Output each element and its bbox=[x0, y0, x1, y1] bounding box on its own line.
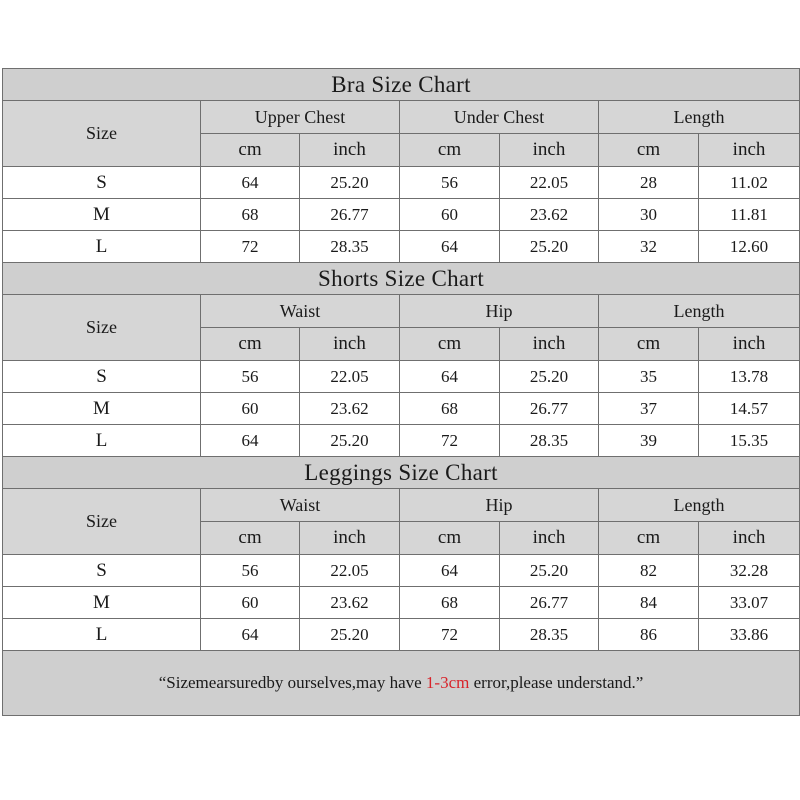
chart-title: Bra Size Chart bbox=[3, 69, 800, 101]
measurement-cell: 23.62 bbox=[300, 587, 400, 619]
size-cell: M bbox=[3, 393, 201, 425]
size-cell: L bbox=[3, 231, 201, 263]
measurement-cell: 25.20 bbox=[500, 361, 599, 393]
measurement-cell: 26.77 bbox=[500, 587, 599, 619]
table-row bbox=[3, 587, 800, 619]
measurement-cell: 68 bbox=[201, 199, 300, 231]
chart-title-row bbox=[3, 69, 800, 101]
size-column-header: Size bbox=[3, 101, 201, 167]
measurement-cell: 13.78 bbox=[699, 361, 800, 393]
measurement-cell: 32 bbox=[599, 231, 699, 263]
measurement-cell: 60 bbox=[201, 587, 300, 619]
measurement-cell: 22.05 bbox=[500, 167, 599, 199]
measurement-cell: 22.05 bbox=[300, 555, 400, 587]
measure-group-header: Waist bbox=[201, 489, 400, 522]
measurement-cell: 64 bbox=[400, 555, 500, 587]
table-row bbox=[3, 167, 800, 199]
chart-title-row bbox=[3, 457, 800, 489]
table-row bbox=[3, 393, 800, 425]
measurement-cell: 56 bbox=[201, 555, 300, 587]
unit-header: cm bbox=[400, 328, 500, 361]
chart-title-row bbox=[3, 263, 800, 295]
measurement-cell: 72 bbox=[400, 619, 500, 651]
measurement-cell: 25.20 bbox=[300, 619, 400, 651]
measurement-cell: 37 bbox=[599, 393, 699, 425]
unit-header: inch bbox=[699, 328, 800, 361]
size-column-header: Size bbox=[3, 295, 201, 361]
measurement-cell: 82 bbox=[599, 555, 699, 587]
size-cell: S bbox=[3, 167, 201, 199]
size-cell: L bbox=[3, 425, 201, 457]
measure-group-header: Length bbox=[599, 295, 800, 328]
note-row bbox=[3, 651, 800, 716]
unit-header: cm bbox=[201, 522, 300, 555]
measurement-cell: 56 bbox=[400, 167, 500, 199]
size-cell: S bbox=[3, 555, 201, 587]
measurement-cell: 11.81 bbox=[699, 199, 800, 231]
measurement-cell: 25.20 bbox=[300, 425, 400, 457]
measurement-cell: 56 bbox=[201, 361, 300, 393]
unit-header: inch bbox=[300, 522, 400, 555]
measurement-cell: 23.62 bbox=[300, 393, 400, 425]
measurement-cell: 64 bbox=[201, 167, 300, 199]
measurement-cell: 60 bbox=[201, 393, 300, 425]
measurement-cell: 14.57 bbox=[699, 393, 800, 425]
note-text-end: error,please understand.” bbox=[469, 673, 644, 692]
measurement-cell: 15.35 bbox=[699, 425, 800, 457]
note-error-range: 1-3cm bbox=[425, 673, 470, 692]
group-header-row bbox=[3, 101, 800, 134]
size-cell: M bbox=[3, 587, 201, 619]
chart-title: Shorts Size Chart bbox=[3, 263, 800, 295]
size-chart-table bbox=[2, 68, 800, 716]
size-column-header: Size bbox=[3, 489, 201, 555]
chart-title: Leggings Size Chart bbox=[3, 457, 800, 489]
measurement-cell: 64 bbox=[201, 425, 300, 457]
measurement-cell: 28.35 bbox=[500, 619, 599, 651]
measure-group-header: Hip bbox=[400, 489, 599, 522]
measurement-cell: 72 bbox=[201, 231, 300, 263]
size-note bbox=[3, 651, 800, 716]
measurement-cell: 23.62 bbox=[500, 199, 599, 231]
unit-header: inch bbox=[500, 522, 599, 555]
measurement-cell: 22.05 bbox=[300, 361, 400, 393]
measure-group-header: Upper Chest bbox=[201, 101, 400, 134]
measurement-cell: 26.77 bbox=[300, 199, 400, 231]
unit-header: cm bbox=[400, 134, 500, 167]
unit-header: cm bbox=[599, 134, 699, 167]
table-row bbox=[3, 425, 800, 457]
measurement-cell: 33.86 bbox=[699, 619, 800, 651]
unit-header: cm bbox=[599, 522, 699, 555]
unit-header: cm bbox=[201, 134, 300, 167]
measurement-cell: 25.20 bbox=[500, 231, 599, 263]
measure-group-header: Length bbox=[599, 101, 800, 134]
unit-header: cm bbox=[599, 328, 699, 361]
measure-group-header: Under Chest bbox=[400, 101, 599, 134]
measurement-cell: 30 bbox=[599, 199, 699, 231]
measurement-cell: 72 bbox=[400, 425, 500, 457]
size-cell: S bbox=[3, 361, 201, 393]
measure-group-header: Length bbox=[599, 489, 800, 522]
measurement-cell: 86 bbox=[599, 619, 699, 651]
measurement-cell: 28.35 bbox=[500, 425, 599, 457]
measurement-cell: 60 bbox=[400, 199, 500, 231]
unit-header: cm bbox=[400, 522, 500, 555]
table-row bbox=[3, 361, 800, 393]
measurement-cell: 39 bbox=[599, 425, 699, 457]
measurement-cell: 28 bbox=[599, 167, 699, 199]
measurement-cell: 64 bbox=[400, 361, 500, 393]
table-row bbox=[3, 231, 800, 263]
unit-header: inch bbox=[300, 328, 400, 361]
measurement-cell: 25.20 bbox=[500, 555, 599, 587]
measure-group-header: Waist bbox=[201, 295, 400, 328]
measurement-cell: 25.20 bbox=[300, 167, 400, 199]
table-row bbox=[3, 619, 800, 651]
unit-header: inch bbox=[500, 134, 599, 167]
unit-header: cm bbox=[201, 328, 300, 361]
measurement-cell: 28.35 bbox=[300, 231, 400, 263]
measurement-cell: 64 bbox=[201, 619, 300, 651]
measurement-cell: 84 bbox=[599, 587, 699, 619]
measurement-cell: 64 bbox=[400, 231, 500, 263]
measurement-cell: 68 bbox=[400, 587, 500, 619]
measurement-cell: 68 bbox=[400, 393, 500, 425]
measurement-cell: 12.60 bbox=[699, 231, 800, 263]
note-text-start: “Sizemearsuredby ourselves,may have bbox=[158, 673, 426, 692]
table-row bbox=[3, 199, 800, 231]
unit-header: inch bbox=[699, 522, 800, 555]
measurement-cell: 33.07 bbox=[699, 587, 800, 619]
measure-group-header: Hip bbox=[400, 295, 599, 328]
unit-header: inch bbox=[699, 134, 800, 167]
group-header-row bbox=[3, 295, 800, 328]
measurement-cell: 35 bbox=[599, 361, 699, 393]
measurement-cell: 32.28 bbox=[699, 555, 800, 587]
table-row bbox=[3, 555, 800, 587]
size-cell: L bbox=[3, 619, 201, 651]
measurement-cell: 26.77 bbox=[500, 393, 599, 425]
unit-header: inch bbox=[500, 328, 599, 361]
measurement-cell: 11.02 bbox=[699, 167, 800, 199]
unit-header: inch bbox=[300, 134, 400, 167]
size-cell: M bbox=[3, 199, 201, 231]
group-header-row bbox=[3, 489, 800, 522]
